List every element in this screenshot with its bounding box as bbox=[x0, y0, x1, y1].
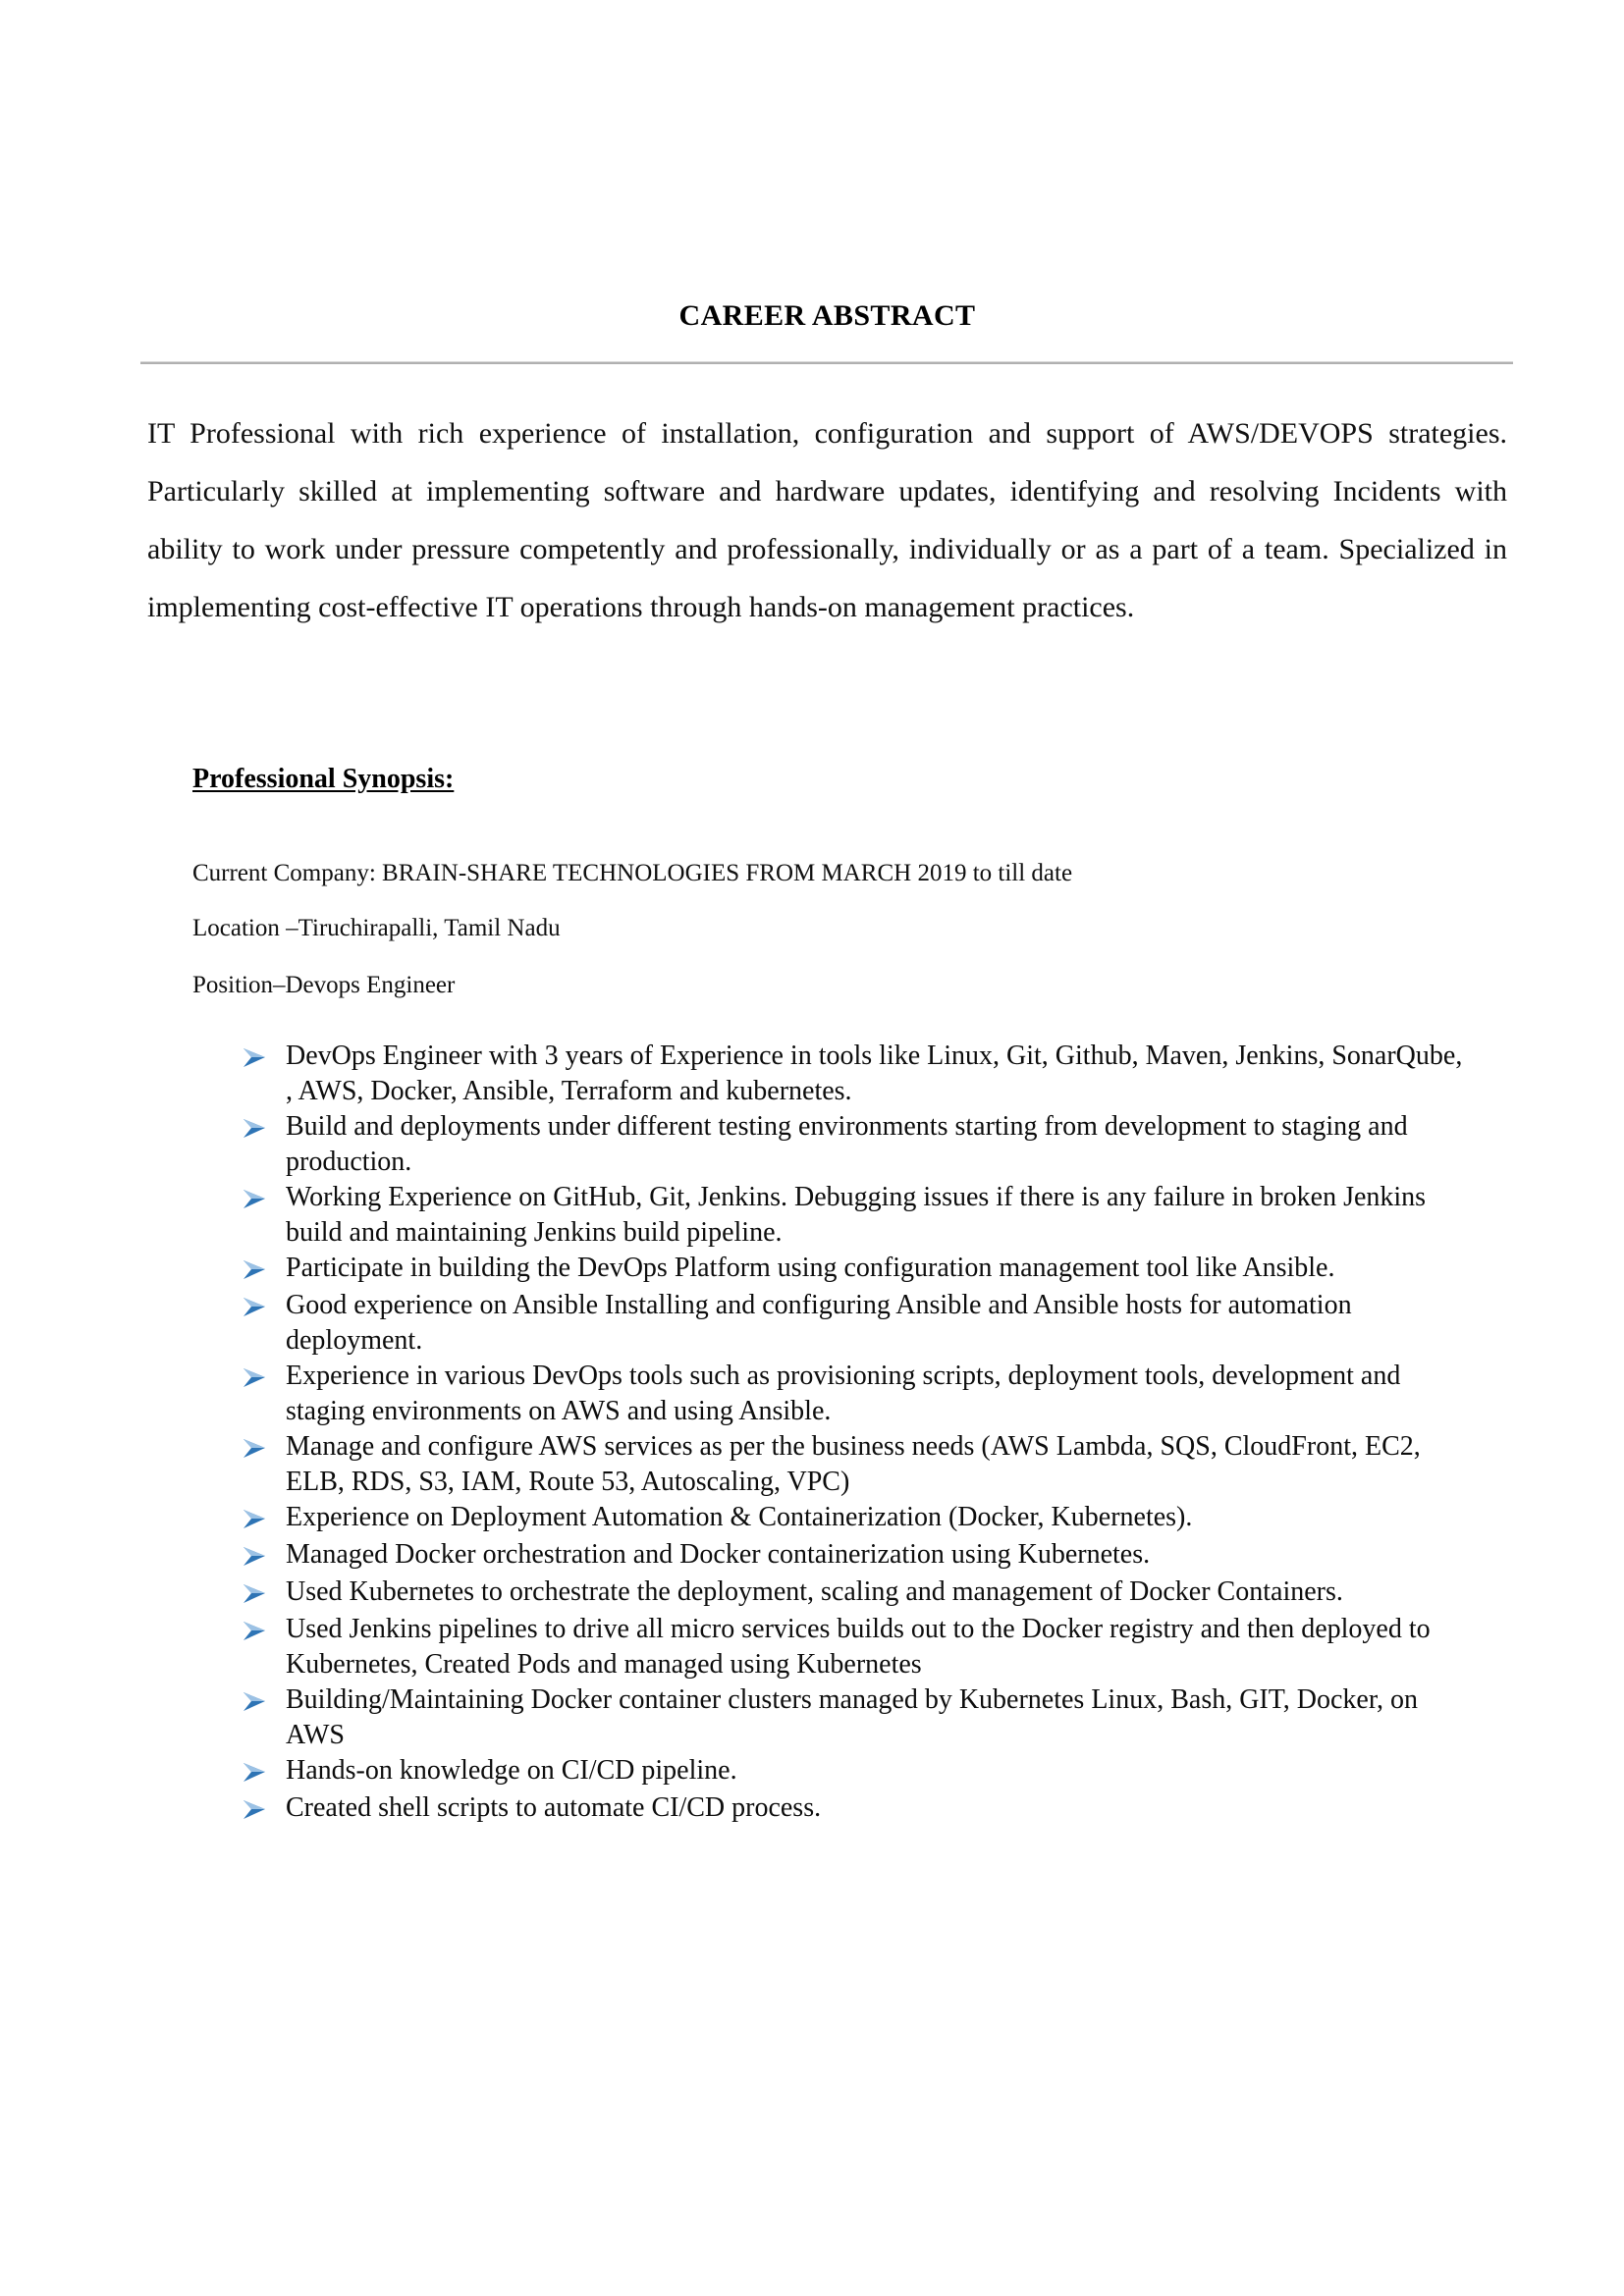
arrow-bullet-icon bbox=[241, 1434, 286, 1471]
synopsis-details bbox=[192, 846, 1272, 1013]
arrow-bullet-icon bbox=[241, 1795, 286, 1833]
arrow-bullet-icon bbox=[241, 1114, 286, 1151]
list-item bbox=[241, 1251, 1478, 1288]
list-item-text: Good experience on Ansible Installing and configuring Ansible and Ansible hosts for automation deployment. bbox=[286, 1290, 1352, 1356]
arrow-bullet-icon bbox=[241, 1687, 286, 1725]
career-abstract-text: IT Professional with rich experience of installation, configuration and support of AWS/DEVOPS strategies. Particularly skilled at implementing software and hardware updates, identifying and resolving Incidents with ability to work under pressure competently and professionally, individually or as a part of a team. Specialized in implementing cost-effective IT operations through hands-on management practices. bbox=[147, 417, 1507, 623]
list-item-text: Experience in various DevOps tools such as provisioning scripts, deployment tools, development and staging environments on AWS and using Ansible. bbox=[286, 1361, 1401, 1426]
career-abstract-paragraph bbox=[147, 404, 1507, 636]
list-item-text: Building/Maintaining Docker container clusters managed by Kubernetes Linux, Bash, GIT, Docker, on AWS bbox=[286, 1684, 1419, 1750]
arrow-bullet-icon bbox=[241, 1617, 286, 1654]
list-item bbox=[241, 1109, 1478, 1180]
list-item bbox=[241, 1790, 1478, 1828]
detail-location: Location –Tiruchirapalli, Tamil Nadu bbox=[192, 915, 561, 941]
list-item bbox=[241, 1180, 1478, 1251]
list-item-text: Hands-on knowledge on CI/CD pipeline. bbox=[286, 1755, 737, 1786]
list-item bbox=[241, 1537, 1478, 1575]
list-item-text: DevOps Engineer with 3 years of Experience in tools like Linux, Git, Github, Maven, Jenkins, SonarQube, , AWS, Docker, Ansible, Terraform and kubernetes. bbox=[286, 1041, 1463, 1106]
list-item-text: Used Jenkins pipelines to drive all micro services builds out to the Docker registry and then deployed to Kubernetes, Created Pods and managed using Kubernetes bbox=[286, 1614, 1431, 1680]
list-item-text: Participate in building the DevOps Platform using configuration management tool like Ansible. bbox=[286, 1253, 1335, 1283]
list-item bbox=[241, 1682, 1478, 1753]
detail-current-company: Current Company: BRAIN-SHARE TECHNOLOGIES FROM MARCH 2019 to till date bbox=[192, 860, 1073, 886]
list-item bbox=[241, 1753, 1478, 1790]
arrow-bullet-icon bbox=[241, 1363, 286, 1401]
professional-synopsis-heading-label: Professional Synopsis bbox=[192, 764, 445, 794]
arrow-bullet-icon bbox=[241, 1293, 286, 1330]
page-title: CAREER ABSTRACT bbox=[678, 299, 976, 332]
list-item-text: Managed Docker orchestration and Docker containerization using Kubernetes. bbox=[286, 1539, 1151, 1570]
arrow-bullet-icon bbox=[241, 1185, 286, 1222]
list-item bbox=[241, 1039, 1478, 1109]
detail-position: Position–Devops Engineer bbox=[192, 972, 456, 998]
list-item bbox=[241, 1500, 1478, 1537]
professional-synopsis-heading bbox=[192, 764, 454, 795]
list-item bbox=[241, 1612, 1478, 1682]
list-item-text: Manage and configure AWS services as per the business needs (AWS Lambda, SQS, CloudFront, EC2, ELB, RDS, S3, IAM, Route 53, Autoscaling, VPC) bbox=[286, 1431, 1421, 1497]
list-item-text: Build and deployments under different testing environments starting from development to staging and production. bbox=[286, 1111, 1408, 1177]
list-item bbox=[241, 1359, 1478, 1429]
title-divider bbox=[140, 361, 1513, 364]
list-item-text: Created shell scripts to automate CI/CD process. bbox=[286, 1792, 822, 1823]
list-item-text: Working Experience on GitHub, Git, Jenkins. Debugging issues if there is any failure in broken Jenkins build and maintaining Jenkins build pipeline. bbox=[286, 1182, 1427, 1248]
list-item bbox=[241, 1429, 1478, 1500]
list-item bbox=[241, 1288, 1478, 1359]
list-item bbox=[241, 1575, 1478, 1612]
list-item-text: Used Kubernetes to orchestrate the deployment, scaling and management of Docker Containers. bbox=[286, 1576, 1343, 1607]
arrow-bullet-icon bbox=[241, 1043, 286, 1081]
synopsis-bullet-list bbox=[241, 1039, 1478, 1828]
professional-synopsis-heading-colon: : bbox=[445, 764, 455, 794]
list-item-text: Experience on Deployment Automation & Containerization (Docker, Kubernetes). bbox=[286, 1502, 1193, 1532]
